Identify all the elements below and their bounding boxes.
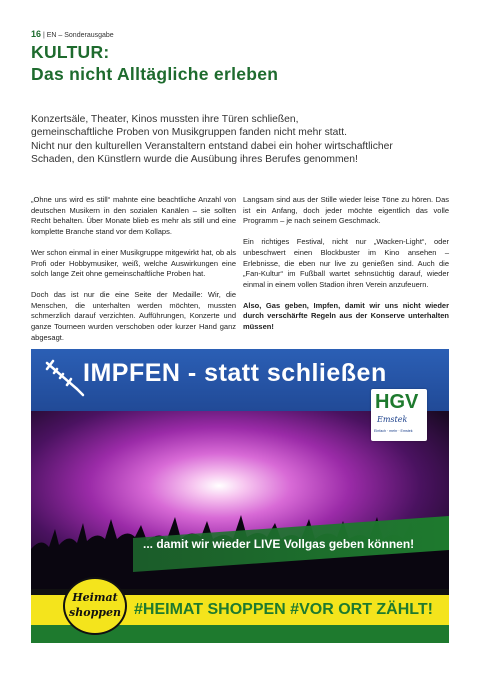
- hgv-logo-tag: Einfach · mehr · Emstek: [374, 429, 413, 433]
- page-number: 16: [31, 29, 42, 39]
- ad-headline: IMPFEN - statt schließen: [83, 359, 387, 387]
- intro-line: Konzertsäle, Theater, Kinos mussten ihre Türen schließen,: [31, 114, 299, 125]
- title-line-1: KULTUR:: [31, 42, 110, 62]
- intro-line: gemeinschaftliche Proben von Musikgruppen fanden nicht mehr statt.: [31, 127, 347, 139]
- hgv-logo-sub: Emstek: [377, 415, 408, 424]
- advertisement: [31, 349, 449, 643]
- header-section: EN – Sonderausgabe: [46, 32, 114, 39]
- body-paragraph: Ein richtiges Festival, nicht nur „Wacken-Light“, oder unbeschwert einen Blockbuster im Kino ansehen – Erlebnisse, die eben nur live zu genießen sind. Auch die „Fan-Kultur“ im Fußball wartet sehnsüchtig darauf, wieder einmal in einem vollen Stadion ihren Verein anzufeuern.: [243, 237, 449, 289]
- heimat-shoppen-logo: [63, 577, 127, 635]
- syringe-icon: [41, 355, 85, 399]
- hgv-logo-main: HGV: [375, 391, 419, 413]
- intro-paragraph: [31, 113, 451, 166]
- right-column: [243, 195, 449, 343]
- intro-line: Nicht nur den kulturellen Veranstaltern entstand dabei ein hoher wirtschaftlicher: [31, 140, 393, 152]
- heimat-logo-line-1: Heimat: [72, 591, 118, 604]
- ad-slogan: ... damit wir wieder LIVE Vollgas geben können!: [143, 537, 415, 551]
- body-paragraph: Doch das ist nur die eine Seite der Medaille: Wir, die Menschen, die unterhalten werden möchten, mussten schmerzlich darauf verzichten. Aufführungen, Konzerte und ganze Tourneen wurden verschoben oder kurzer Hand ganz abgesagt.: [31, 289, 236, 342]
- header-separator: |: [42, 32, 47, 39]
- left-column: [31, 195, 236, 353]
- emphasis-paragraph: Also, Gas geben, Impfen, damit wir uns nicht wieder durch verschärfte Regeln aus der Konserve unterhalten müssen!: [243, 300, 449, 332]
- intro-line: Schaden, den Künstlern wurde die Ausübung ihres Berufes genommen!: [31, 153, 358, 165]
- hgv-logo: [371, 389, 427, 441]
- article-title: [31, 41, 278, 85]
- heimat-logo-line-2: shoppen: [69, 606, 121, 619]
- page-header: [31, 29, 114, 39]
- body-paragraph: Langsam sind aus der Stille wieder leise Töne zu hören. Das ist ein Anfang, doch jeder möchte eigentlich das volle Programm – je nach seinem Geschmack.: [243, 195, 449, 226]
- body-paragraph: Wer schon einmal in einer Musikgruppe mitgewirkt hat, ob als Profi oder Hobbymusiker, weiß, welche Auswirkungen eine solch lange Zeit ohne gemeinschaftliche Proben hat.: [31, 247, 236, 279]
- body-paragraph: „Ohne uns wird es still“ mahnte eine beachtliche Anzahl von deutschen Musikern in den sozialen Kanälen – sie sollten Recht behalten. Über Monate blieb es mehr als still und eine komplette Branche stand vor dem Kollaps.: [31, 195, 236, 237]
- ad-hashtag: #HEIMAT SHOPPEN #VOR ORT ZÄHLT!: [134, 601, 433, 618]
- title-line-2: Das nicht Alltägliche erleben: [31, 64, 279, 84]
